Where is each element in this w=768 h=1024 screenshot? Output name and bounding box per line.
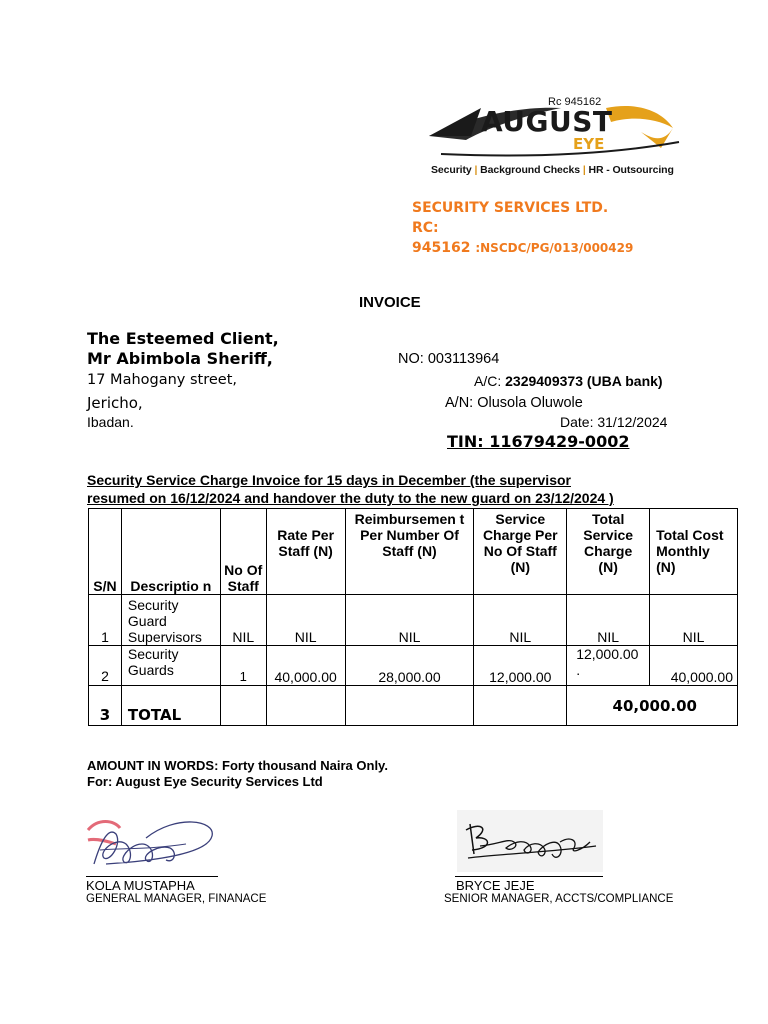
table-row (89, 595, 738, 646)
company-rc-label: RC: (412, 220, 439, 236)
table-header-row (89, 509, 738, 595)
row-1-total-cost: NIL (650, 595, 738, 646)
company-registration: 945162 :NSCDC/PG/013/000429 (412, 240, 634, 256)
amount-in-words: AMOUNT IN WORDS: Forty thousand Naira Only. (87, 758, 388, 773)
row-1-rate: NIL (266, 595, 345, 646)
signature-2-line (455, 876, 603, 877)
row-2-total-service: 12,000.00 . (567, 646, 650, 686)
total-amount: 40,000.00 (567, 686, 738, 726)
row-2-total-cost: 40,000.00 (650, 646, 738, 686)
row-1-description: Security Guard Supervisors (121, 595, 220, 646)
row-1-sn: 1 (89, 595, 122, 646)
signatory-1-title: GENERAL MANAGER, FINANACE (86, 893, 267, 905)
header-service-charge-per-no: Service Charge Per No Of Staff (N) (474, 509, 567, 595)
row-2-rate: 40,000.00 (266, 646, 345, 686)
invoice-number: NO: 003113964 (398, 351, 500, 367)
subject-line-2: resumed on 16/12/2024 and handover the duty to the new guard on 23/12/2024 ) (87, 490, 614, 506)
subject-line-1: Security Service Charge Invoice for 15 days in December (the supervisor (87, 472, 571, 488)
table-row (89, 646, 738, 686)
signatory-2-title: SENIOR MANAGER, ACCTS/COMPLIANCE (444, 893, 674, 905)
row-1-no-of-staff: NIL (220, 595, 266, 646)
row-2-sn: 2 (89, 646, 122, 686)
logo-brand: AUGUST (481, 105, 613, 138)
client-greeting: The Esteemed Client, (87, 329, 279, 348)
signatory-2-name: BRYCE JEJE (456, 878, 535, 893)
header-sn: S/N (89, 509, 122, 595)
tin-number: TIN: 11679429-0002 (447, 432, 630, 451)
row-1-reimbursement: NIL (345, 595, 474, 646)
invoice-date: Date: 31/12/2024 (560, 414, 668, 430)
row-2-reimbursement: 28,000.00 (345, 646, 474, 686)
invoice-table (88, 508, 738, 726)
row-2-description: Security Guards (121, 646, 220, 686)
header-no-of-staff: No Of Staff (220, 509, 266, 595)
header-description: Descriptio n (121, 509, 220, 595)
header-total-cost-monthly: Total Cost Monthly (N) (650, 509, 738, 595)
client-name: Mr Abimbola Sheriff, (87, 349, 273, 368)
client-address-2: Jericho, (87, 394, 143, 412)
signatory-1-name: KOLA MUSTAPHA (86, 878, 195, 893)
row-1-total-service: NIL (567, 595, 650, 646)
for-company-line: For: August Eye Security Services Ltd (87, 774, 323, 789)
total-sn: 3 (89, 686, 122, 726)
table-total-row (89, 686, 738, 726)
header-total-service-charge: Total Service Charge (N) (567, 509, 650, 595)
signature-2-image (460, 816, 600, 872)
company-logo (411, 88, 683, 186)
signature-1-image (86, 814, 221, 880)
row-2-no-of-staff: 1 (220, 646, 266, 686)
logo-tagline: Security | Background Checks | HR - Outsourcing (431, 164, 674, 176)
logo-rc: Rc 945162 (548, 96, 602, 108)
account-name: A/N: Olusola Oluwole (445, 395, 583, 411)
header-reimbursement: Reimbursemen t Per Number Of Staff (N) (345, 509, 474, 595)
invoice-title: INVOICE (359, 294, 421, 311)
row-2-service-charge: 12,000.00 (474, 646, 567, 686)
header-rate-per-staff: Rate Per Staff (N) (266, 509, 345, 595)
total-label: TOTAL (121, 686, 220, 726)
logo-sub: EYE (573, 135, 605, 153)
client-address-1: 17 Mahogany street, (87, 372, 238, 388)
client-address-3: Ibadan. (87, 414, 134, 430)
company-name: SECURITY SERVICES LTD. (412, 200, 609, 216)
row-1-service-charge: NIL (474, 595, 567, 646)
signature-1-line (86, 876, 218, 877)
account-number: A/C: 2329409373 (UBA bank) (474, 373, 663, 389)
